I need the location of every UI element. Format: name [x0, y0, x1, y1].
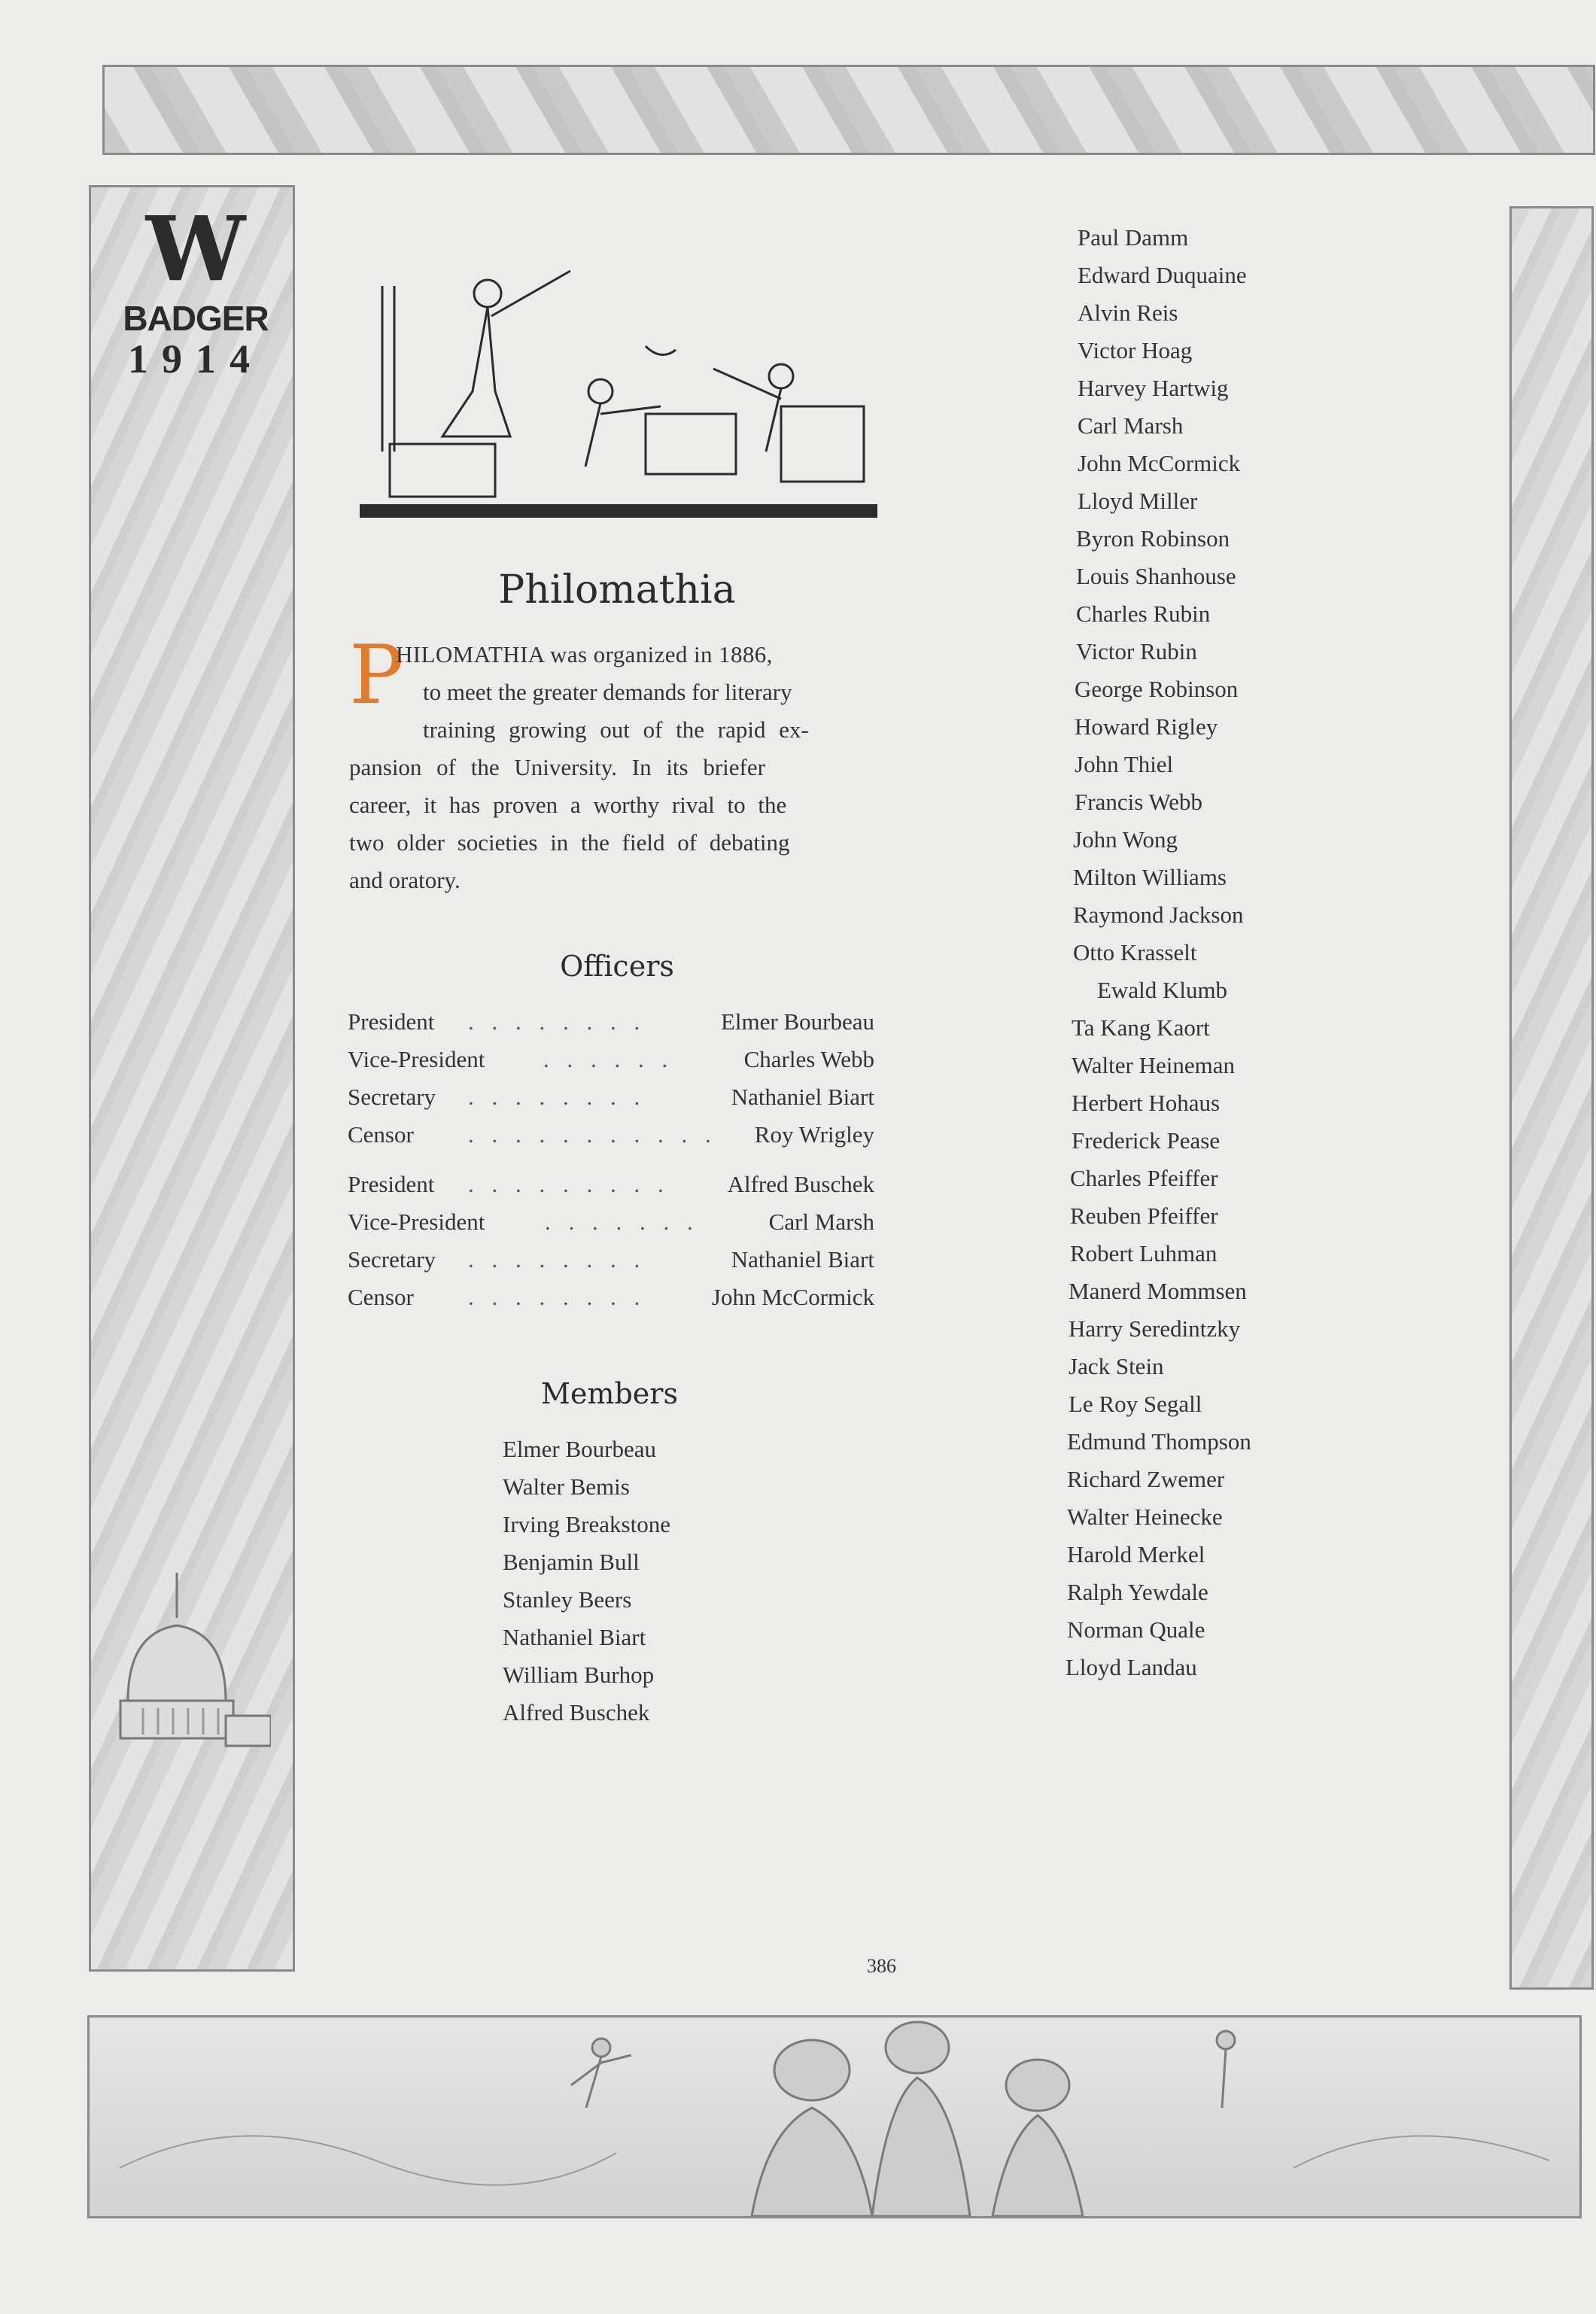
masthead-year: 1914	[128, 336, 263, 382]
officer-name: Nathaniel Biart	[731, 1246, 874, 1273]
member-name: Harold Merkel	[1067, 1541, 1205, 1567]
page-title: Philomathia	[498, 567, 736, 613]
officer-leader-dots: . . . . . . . .	[468, 1008, 646, 1035]
campus-figures-illustration	[90, 2018, 1579, 2216]
member-name: Alvin Reis	[1078, 300, 1178, 326]
member-name: Jack Stein	[1069, 1353, 1164, 1379]
officer-role: President	[348, 1171, 435, 1197]
member-name: Alfred Buschek	[503, 1699, 650, 1726]
officer-row	[348, 1209, 874, 1239]
member-name: Norman Quale	[1067, 1616, 1205, 1643]
intro-paragraph	[349, 628, 876, 897]
member-name: Walter Heineman	[1072, 1052, 1235, 1078]
member-name: Lloyd Miller	[1078, 488, 1198, 514]
member-name: Victor Hoag	[1078, 337, 1193, 363]
officer-leader-dots: . . . . . . .	[545, 1209, 699, 1235]
intro-line: two older societies in the field of debating	[349, 829, 790, 856]
intro-line: to meet the greater demands for literary	[423, 679, 792, 705]
intro-line: HILOMATHIA was organized in 1886,	[396, 641, 773, 667]
officer-leader-dots: . . . . . . . . . . .	[468, 1121, 717, 1148]
member-name: Lloyd Landau	[1066, 1654, 1197, 1680]
officer-leader-dots: . . . . . .	[543, 1046, 674, 1072]
officer-row	[348, 1008, 874, 1038]
member-name: Elmer Bourbeau	[503, 1436, 657, 1462]
member-name: Richard Zwemer	[1067, 1466, 1225, 1492]
masthead-letter: W	[145, 196, 246, 301]
member-name: Otto Krasselt	[1073, 939, 1197, 965]
page-number: 386	[867, 1955, 896, 1977]
member-name: Frederick Pease	[1072, 1127, 1221, 1154]
masthead-badger: BADGER	[123, 299, 269, 338]
officers-heading: Officers	[560, 950, 674, 983]
officer-role: Vice-President	[348, 1209, 485, 1235]
member-name: John McCormick	[1078, 450, 1241, 476]
capitol-dome-illustration	[113, 1573, 271, 1761]
member-name: Ralph Yewdale	[1067, 1579, 1208, 1605]
member-name: Charles Pfeiffer	[1070, 1165, 1218, 1191]
officer-row	[348, 1171, 874, 1201]
member-name: Walter Bemis	[503, 1473, 630, 1500]
officer-row	[348, 1046, 874, 1076]
member-name: Ewald Klumb	[1097, 977, 1228, 1003]
intro-line: training growing out of the rapid ex-	[423, 716, 809, 743]
member-name: Le Roy Segall	[1069, 1391, 1202, 1417]
member-name: Manerd Mommsen	[1069, 1278, 1247, 1304]
member-name: Nathaniel Biart	[503, 1624, 646, 1650]
member-name: Robert Luhman	[1070, 1240, 1218, 1266]
member-name: Edmund Thompson	[1067, 1428, 1251, 1455]
member-name: Paul Damm	[1078, 224, 1189, 251]
officer-role: Secretary	[348, 1084, 436, 1110]
member-name: Irving Breakstone	[503, 1511, 670, 1537]
officer-name: Roy Wrigley	[754, 1121, 874, 1148]
officer-name: Charles Webb	[743, 1046, 874, 1072]
bottom-decorative-border	[87, 2015, 1582, 2218]
officer-leader-dots: . . . . . . . .	[468, 1284, 646, 1310]
officer-name: Alfred Buschek	[727, 1171, 874, 1197]
officer-name: John McCormick	[711, 1284, 874, 1310]
officer-leader-dots: . . . . . . . .	[468, 1246, 646, 1273]
officer-row	[348, 1284, 874, 1314]
officer-row	[348, 1121, 874, 1151]
top-decorative-border	[102, 65, 1595, 155]
member-name: Reuben Pfeiffer	[1070, 1203, 1218, 1229]
officer-row	[348, 1246, 874, 1276]
members-heading: Members	[541, 1377, 678, 1410]
masthead	[105, 196, 286, 382]
drop-cap: P	[349, 628, 404, 722]
member-name: Ta Kang Kaort	[1072, 1014, 1210, 1041]
member-name: Raymond Jackson	[1073, 902, 1244, 928]
officer-role: Censor	[348, 1284, 414, 1310]
intro-line: pansion of the University. In its briefer	[349, 754, 765, 780]
officer-role: Vice-President	[348, 1046, 485, 1072]
member-name: Howard Rigley	[1075, 713, 1218, 740]
officer-role: Secretary	[348, 1246, 436, 1273]
member-name: John Thiel	[1075, 751, 1174, 777]
member-name: John Wong	[1073, 826, 1178, 853]
theatre-scene-illustration	[360, 256, 877, 522]
member-name: Harvey Hartwig	[1078, 375, 1229, 401]
member-name: Carl Marsh	[1078, 412, 1184, 439]
member-name: Benjamin Bull	[503, 1549, 640, 1575]
member-name: Charles Rubin	[1076, 601, 1211, 627]
intro-line: and oratory.	[349, 867, 461, 893]
member-name: Harry Seredintzky	[1069, 1315, 1241, 1342]
member-name: George Robinson	[1075, 676, 1239, 702]
member-name: Stanley Beers	[503, 1586, 632, 1613]
member-name: Louis Shanhouse	[1076, 563, 1236, 589]
officer-leader-dots: . . . . . . . . .	[468, 1171, 670, 1197]
member-name: Francis Webb	[1075, 789, 1202, 815]
officer-name: Carl Marsh	[768, 1209, 874, 1235]
member-name: Byron Robinson	[1076, 525, 1230, 552]
officer-leader-dots: . . . . . . . .	[468, 1084, 646, 1110]
member-name: Walter Heinecke	[1067, 1504, 1223, 1530]
member-name: Victor Rubin	[1076, 638, 1197, 664]
officer-role: Censor	[348, 1121, 414, 1148]
member-name: William Burhop	[503, 1662, 655, 1688]
right-decorative-border	[1509, 206, 1594, 1990]
intro-line: career, it has proven a worthy rival to the	[349, 792, 787, 818]
officer-row	[348, 1084, 874, 1114]
officer-role: President	[348, 1008, 435, 1035]
officer-name: Elmer Bourbeau	[720, 1008, 874, 1035]
member-name: Milton Williams	[1073, 864, 1227, 890]
officer-name: Nathaniel Biart	[731, 1084, 874, 1110]
member-name: Edward Duquaine	[1078, 262, 1247, 288]
member-name: Herbert Hohaus	[1072, 1090, 1221, 1116]
